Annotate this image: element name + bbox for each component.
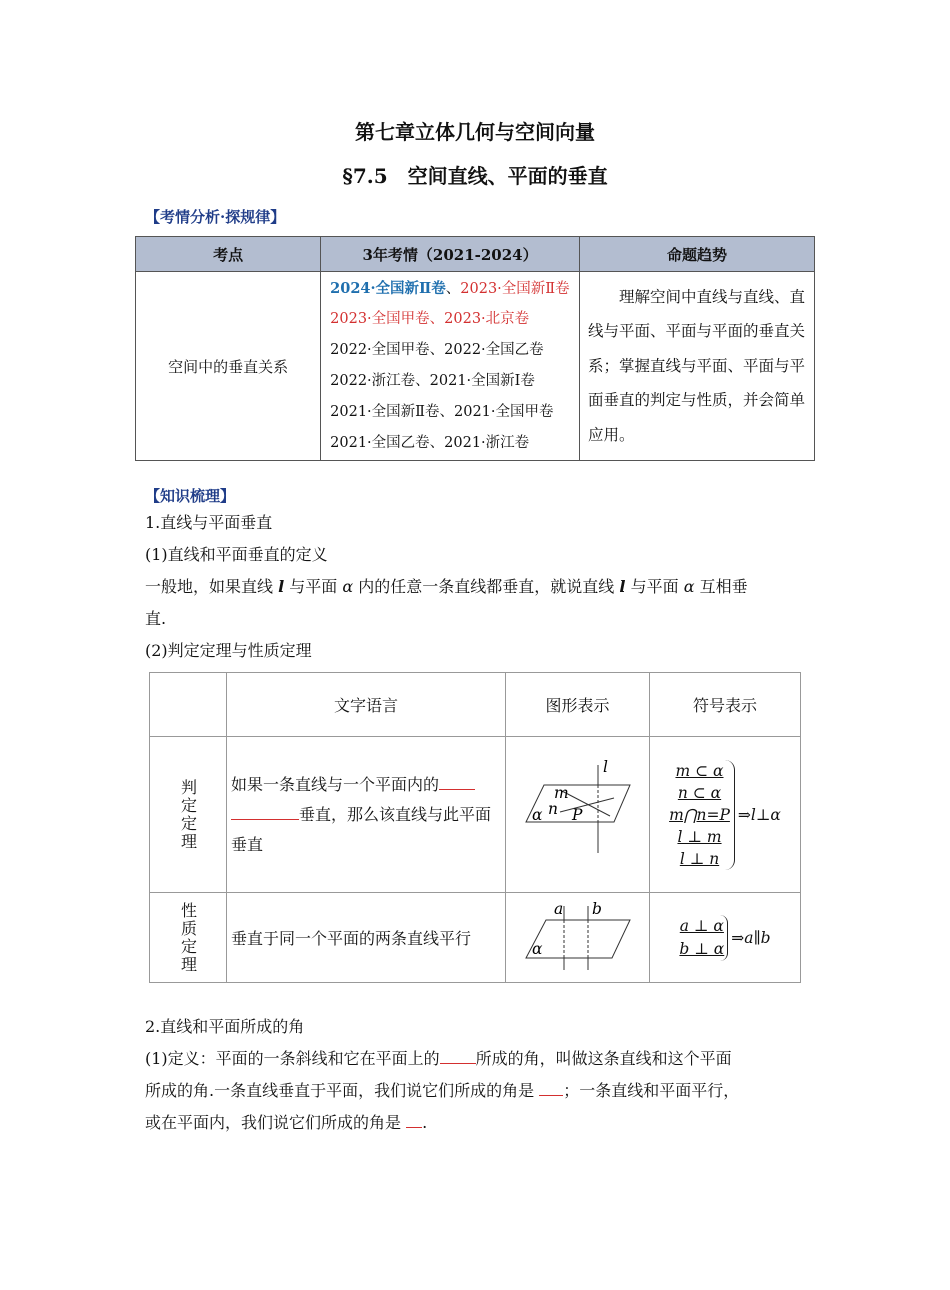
exam-sep: 、 bbox=[445, 281, 461, 297]
label-n: n bbox=[547, 799, 558, 818]
prop-condition: a ⊥ α bbox=[679, 916, 724, 935]
judge-label: 判定定理 bbox=[178, 778, 198, 851]
col-header-symbol: 符号表示 bbox=[650, 673, 801, 737]
col-header-trend: 命题趋势 bbox=[579, 237, 814, 272]
label-p: P bbox=[571, 805, 582, 824]
s2-def-line1 bbox=[145, 1043, 810, 1075]
s1-def-end: 直. bbox=[145, 609, 167, 628]
prop-text-cell: 垂直于同一个平面的两条直线平行 bbox=[227, 893, 506, 983]
exam-line: 2022·全国甲卷、2022·全国乙卷 bbox=[330, 342, 544, 358]
judge-condition: m ⊂ α bbox=[675, 761, 724, 780]
exam-line: 2022·浙江卷、2021·全国新Ⅰ卷 bbox=[330, 373, 535, 389]
answer-blank[interactable] bbox=[406, 1109, 422, 1128]
label-alpha: α bbox=[531, 939, 542, 958]
judge-result: ⇒l⊥α bbox=[737, 805, 781, 824]
s2-def-line2 bbox=[145, 1075, 810, 1107]
judge-text-cell bbox=[227, 737, 506, 893]
judge-conditions bbox=[669, 760, 735, 870]
text: 内的任意一条直线都垂直，就说直线 bbox=[358, 577, 615, 596]
s2-title: 2.直线和平面所成的角 bbox=[145, 1017, 305, 1036]
judge-text-b: 垂直，那么该直线与此平面垂直 bbox=[231, 804, 492, 854]
exam-line: 2021·全国乙卷、2021·浙江卷 bbox=[330, 435, 530, 451]
prop-figure bbox=[518, 900, 638, 972]
judge-label-cell bbox=[150, 737, 227, 893]
answer-blank[interactable] bbox=[439, 771, 475, 790]
trend-cell bbox=[579, 272, 814, 461]
prop-conditions bbox=[679, 915, 728, 961]
answer-blank[interactable] bbox=[231, 801, 299, 820]
col-header-text: 文字语言 bbox=[227, 673, 506, 737]
judge-symbol-cell bbox=[650, 737, 801, 893]
judge-condition: l ⊥ m bbox=[677, 827, 722, 846]
exam-item: 2023·全国新Ⅱ卷 bbox=[460, 281, 570, 297]
label-m: m bbox=[553, 783, 569, 802]
prop-result: ⇒a∥b bbox=[731, 928, 771, 947]
answer-blank[interactable] bbox=[440, 1045, 476, 1064]
exam-years-cell bbox=[321, 272, 580, 461]
judge-figure bbox=[518, 758, 638, 868]
knowledge-tag: 【知识梳理】 bbox=[145, 487, 236, 505]
exam-line bbox=[322, 273, 578, 304]
answer-blank[interactable] bbox=[539, 1077, 563, 1096]
text: 或在平面内，我们说它们所成的角是 bbox=[145, 1113, 402, 1132]
judge-condition: n ⊂ α bbox=[677, 783, 722, 802]
topic-cell: 空间中的垂直关系 bbox=[136, 272, 321, 461]
exam-line: 2021·全国新Ⅱ卷、2021·全国甲卷 bbox=[330, 404, 554, 420]
text: ；一条直线和平面平行， bbox=[563, 1081, 740, 1100]
var-l: l bbox=[619, 577, 626, 596]
text: . bbox=[422, 1113, 428, 1132]
prop-label-cell bbox=[150, 893, 227, 983]
exam-analysis-tag: 【考情分析·探规律】 bbox=[145, 208, 286, 226]
col-header-figure: 图形表示 bbox=[506, 673, 650, 737]
s1-definition bbox=[145, 571, 807, 603]
judge-figure-cell bbox=[506, 737, 650, 893]
text: 所成的角.一条直线垂直于平面，我们说它们所成的角是 bbox=[145, 1081, 535, 1100]
text: (1)定义：平面的一条斜线和它在平面上的 bbox=[145, 1049, 440, 1068]
judge-text-a: 如果一条直线与一个平面内的 bbox=[231, 774, 440, 794]
col-header-years: 3年考情（2021-2024） bbox=[321, 237, 580, 272]
col-header-topic: 考点 bbox=[136, 237, 321, 272]
section-title: §7.5 空间直线、平面的垂直 bbox=[342, 164, 608, 188]
judge-condition: m⋂n=P bbox=[669, 805, 730, 824]
text: 一般地，如果直线 bbox=[145, 577, 274, 596]
theorem-table bbox=[149, 672, 801, 983]
var-alpha: α bbox=[683, 577, 695, 596]
text: 与平面 bbox=[289, 577, 338, 596]
s1-sub2: (2)判定定理与性质定理 bbox=[145, 641, 312, 660]
prop-figure-cell bbox=[506, 893, 650, 983]
exam-line: 2023·全国甲卷、2023·北京卷 bbox=[330, 311, 530, 327]
s1-sub1: (1)直线和平面垂直的定义 bbox=[145, 545, 328, 564]
prop-label: 性质定理 bbox=[178, 901, 198, 974]
label-b: b bbox=[591, 899, 602, 918]
text: 与平面 bbox=[630, 577, 679, 596]
exam-item: 2024·全国新Ⅱ卷 bbox=[330, 280, 446, 297]
judge-condition: l ⊥ n bbox=[679, 849, 720, 868]
var-l: l bbox=[278, 577, 285, 596]
chapter-title: 第七章立体几何与空间向量 bbox=[355, 120, 595, 144]
s2-def-line3 bbox=[145, 1107, 810, 1139]
label-a: a bbox=[553, 899, 563, 918]
label-alpha: α bbox=[531, 805, 542, 824]
prop-symbol-cell bbox=[650, 893, 801, 983]
var-alpha: α bbox=[342, 577, 354, 596]
corner-cell bbox=[150, 673, 227, 737]
s1-title: 1.直线与平面垂直 bbox=[145, 513, 273, 532]
exam-analysis-table bbox=[135, 236, 815, 461]
prop-condition: b ⊥ α bbox=[679, 939, 725, 958]
text: 所成的角，叫做这条直线和这个平面 bbox=[475, 1049, 732, 1068]
label-l: l bbox=[602, 757, 608, 776]
line-m bbox=[562, 791, 610, 816]
trend-text: 理解空间中直线与直线、直线与平面、平面与平面的垂直关系；掌握直线与平面、平面与平面垂直的判定与性质，并会简单应用。 bbox=[587, 287, 805, 444]
text: 互相垂 bbox=[699, 577, 748, 596]
